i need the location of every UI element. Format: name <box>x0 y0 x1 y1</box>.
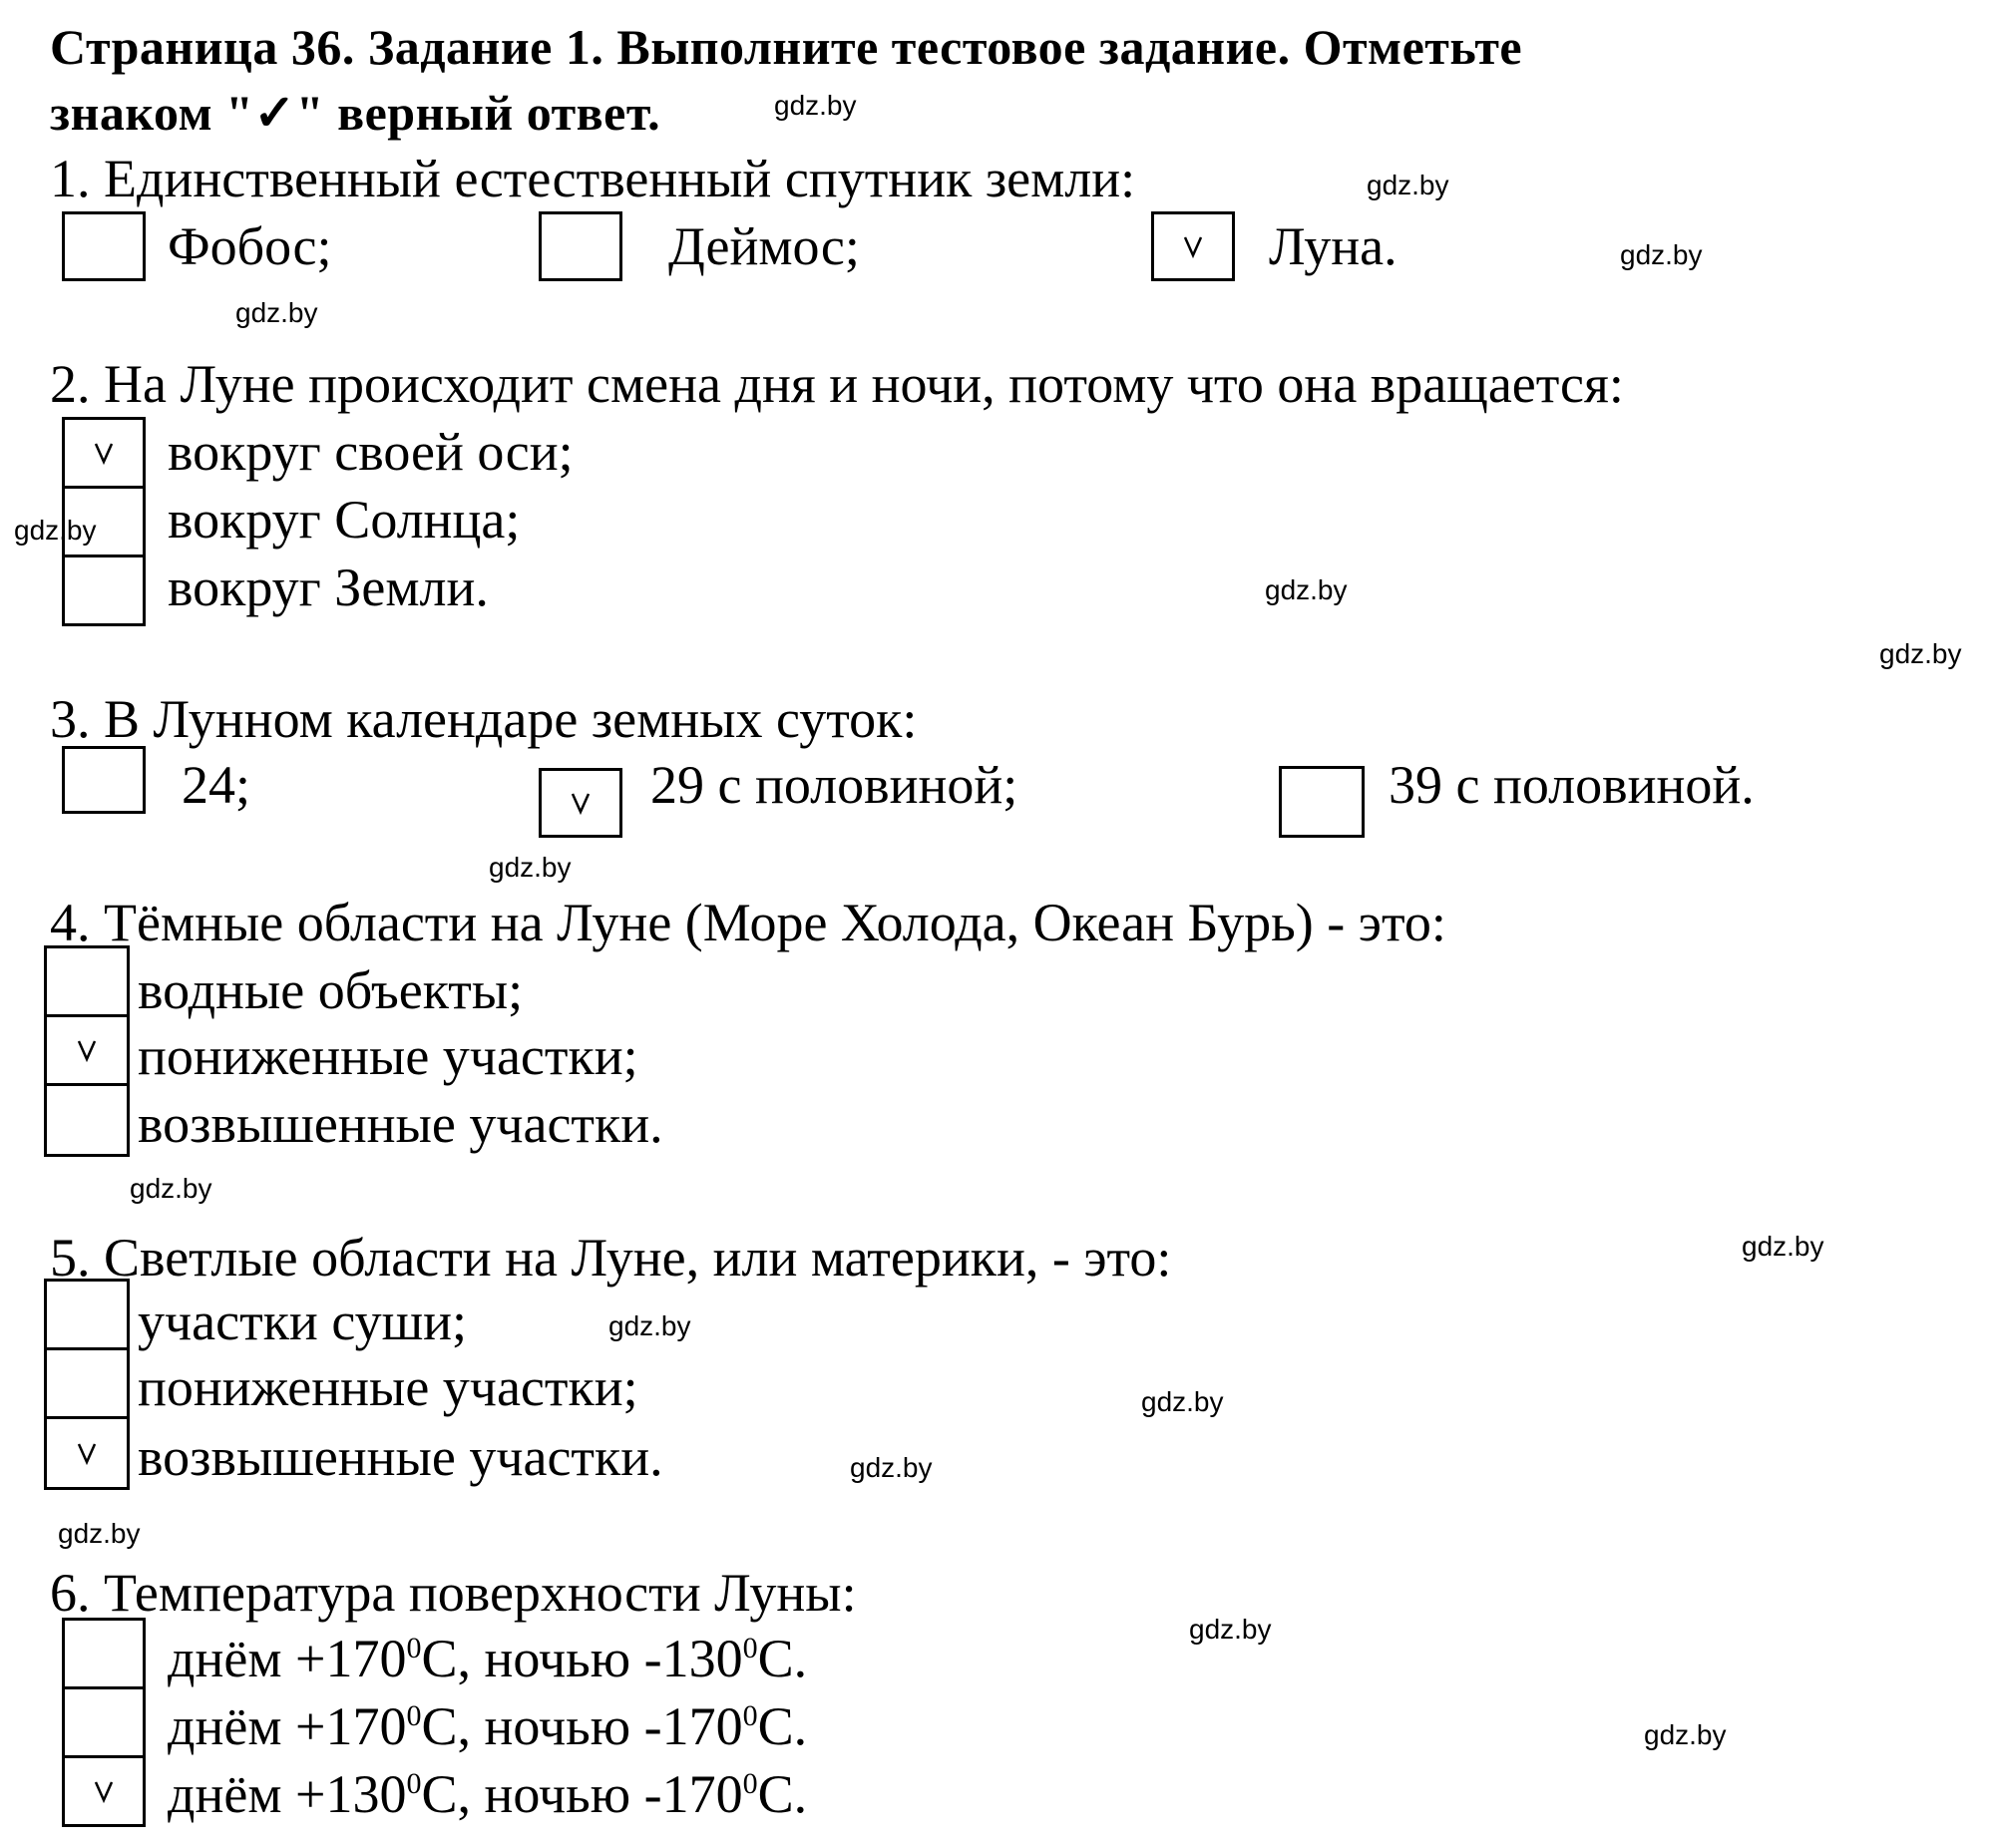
q6-option-3-checkbox[interactable] <box>62 1755 146 1827</box>
q5-option-3-label: возвышенные участки. <box>138 1427 663 1487</box>
q1-option-3-checkbox[interactable] <box>1151 211 1235 281</box>
watermark: gdz.by <box>14 515 97 546</box>
q6-option-2-label: днём $+170^0C$, ночью $-170^0C$. <box>168 1696 808 1756</box>
watermark: gdz.by <box>1265 574 1348 605</box>
q5-option-1-label: участки суши; <box>138 1292 468 1351</box>
watermark: gdz.by <box>1742 1231 1824 1262</box>
watermark: gdz.by <box>1189 1614 1272 1645</box>
q1-option-2-checkbox[interactable] <box>539 211 622 281</box>
q6-option-3-label: днём $+130^0C$, ночью $-170^0C$. <box>168 1764 808 1824</box>
watermark: gdz.by <box>130 1173 212 1204</box>
q6-option-1-checkbox[interactable] <box>62 1618 146 1689</box>
q5-option-3-checkbox[interactable] <box>44 1416 130 1490</box>
task-title-line-2: знаком "✓" верный ответ. <box>50 85 661 141</box>
check-mark-icon <box>65 420 143 486</box>
q3-option-2-label: 29 с половиной; <box>650 755 1018 815</box>
q1-option-3-label: Луна. <box>1269 216 1398 276</box>
q4-option-3-checkbox[interactable] <box>44 1083 130 1157</box>
q5-option-1-checkbox[interactable] <box>44 1279 130 1350</box>
watermark: gdz.by <box>608 1310 691 1341</box>
q3-option-3-label: 39 с половиной. <box>1389 755 1755 815</box>
watermark: gdz.by <box>1644 1719 1727 1750</box>
watermark: gdz.by <box>1141 1386 1224 1417</box>
question-2-text: 2. На Луне происходит смена дня и ночи, потому что она вращается: <box>50 354 1624 414</box>
watermark: gdz.by <box>489 852 572 883</box>
question-3-text: 3. В Лунном календаре земных суток: <box>50 689 918 749</box>
q4-option-2-label: пониженные участки; <box>138 1026 638 1086</box>
q3-option-3-checkbox[interactable] <box>1279 766 1365 838</box>
watermark: gdz.by <box>58 1518 141 1549</box>
q3-option-2-checkbox[interactable] <box>539 768 622 838</box>
q2-option-3-label: вокруг Земли. <box>168 557 489 617</box>
q5-option-2-checkbox[interactable] <box>44 1347 130 1419</box>
watermark: gdz.by <box>774 90 857 121</box>
q4-option-3-label: возвышенные участки. <box>138 1094 663 1154</box>
question-1-text: 1. Единственный естественный спутник земли: <box>50 149 1136 208</box>
check-mark-icon <box>47 1017 127 1083</box>
watermark: gdz.by <box>235 297 318 328</box>
q1-option-1-checkbox[interactable] <box>62 211 146 281</box>
q6-option-1-label: днём $+170^0C$, ночью $-130^0C$. <box>168 1629 808 1688</box>
watermark: gdz.by <box>1367 170 1449 200</box>
q1-option-2-label: Деймос; <box>668 216 860 276</box>
q4-option-2-checkbox[interactable] <box>44 1014 130 1086</box>
q6-option-2-checkbox[interactable] <box>62 1686 146 1758</box>
q2-option-1-label: вокруг своей оси; <box>168 422 574 482</box>
q1-option-1-label: Фобос; <box>168 216 332 276</box>
watermark: gdz.by <box>1620 239 1703 270</box>
question-6-text: 6. Температура поверхности Луны: <box>50 1563 857 1623</box>
check-mark-icon <box>65 1758 143 1824</box>
check-mark-icon <box>1154 214 1232 278</box>
question-5-text: 5. Светлые области на Луне, или материки, - это: <box>50 1228 1172 1288</box>
q4-option-1-label: водные объекты; <box>138 960 524 1020</box>
q2-option-3-checkbox[interactable] <box>62 554 146 626</box>
q3-option-1-checkbox[interactable] <box>62 746 146 814</box>
check-mark-icon <box>542 771 619 835</box>
question-4-text: 4. Тёмные области на Луне (Море Холода, Океан Бурь) - это: <box>50 893 1446 952</box>
task-title-line-1: Страница 36. Задание 1. Выполните тестовое задание. Отметьте <box>50 19 1523 75</box>
watermark: gdz.by <box>1879 638 1962 669</box>
q5-option-2-label: пониженные участки; <box>138 1357 638 1417</box>
q4-option-1-checkbox[interactable] <box>44 945 130 1017</box>
q2-option-2-label: вокруг Солнца; <box>168 490 521 550</box>
q2-option-1-checkbox[interactable] <box>62 417 146 489</box>
watermark: gdz.by <box>850 1452 933 1483</box>
q3-option-1-label: 24; <box>182 755 251 815</box>
check-mark-icon <box>47 1419 127 1487</box>
